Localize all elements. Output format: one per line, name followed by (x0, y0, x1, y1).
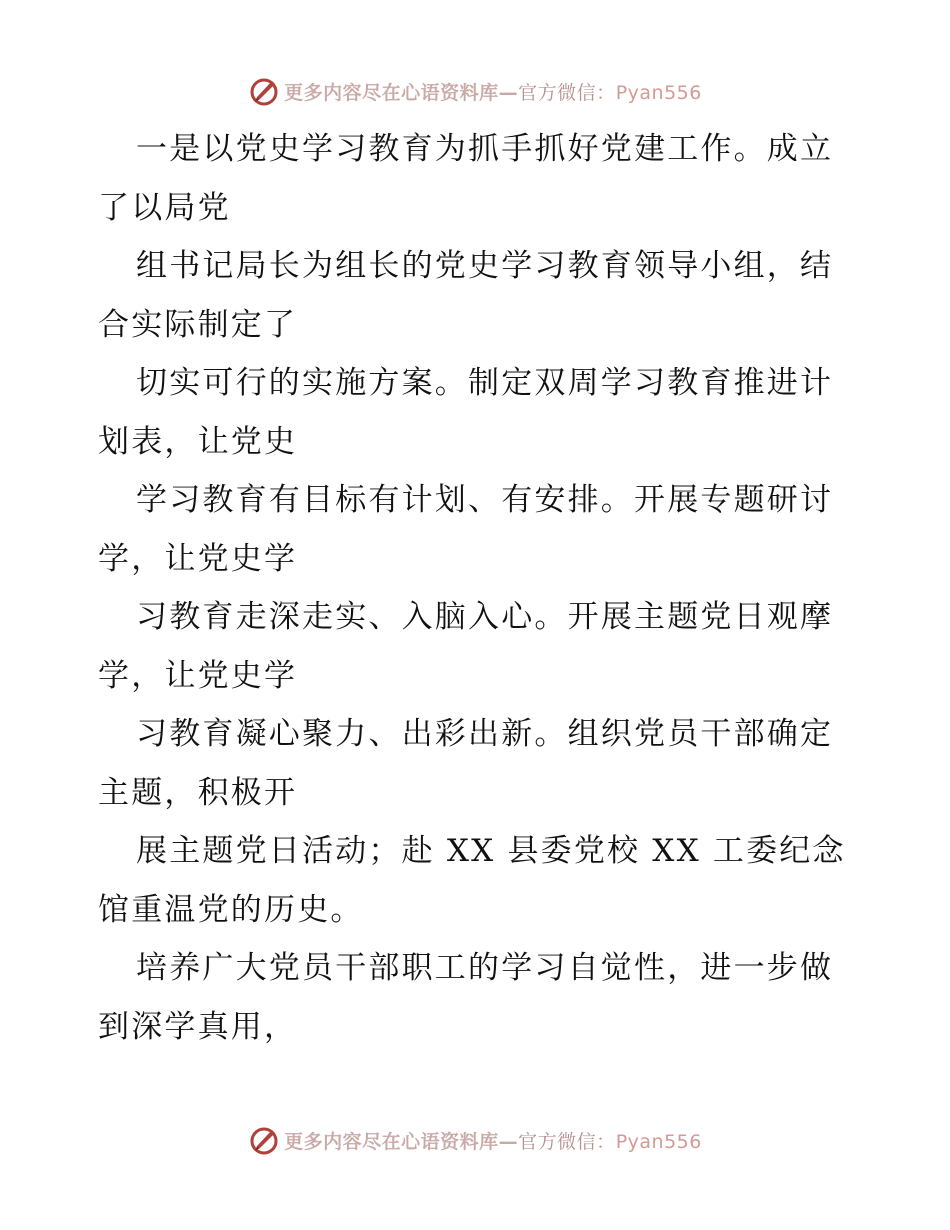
text-line: 馆重温党的历史。 (98, 891, 364, 928)
header-watermark (0, 71, 950, 111)
text-line: 了以局党 (98, 189, 231, 226)
text-line: 培养广大党员干部职工的学习自觉性，进一步做 (136, 950, 834, 986)
text-line: 习教育走深走实、入脑入心。开展主题党日观摩 (136, 599, 834, 635)
text-line: 切实可行的实施方案。制定双周学习教育推进计 (136, 365, 834, 401)
watermark-dash: — (498, 1130, 519, 1153)
text-line: 到深学真用， (98, 1008, 298, 1045)
feather-pen-logo-icon (248, 75, 280, 107)
watermark-account: Pyan556 (615, 1130, 702, 1153)
text-line: 展主题党日活动；赴 XX 县委党校 XX 工委纪念 (136, 833, 846, 869)
watermark-brand: 更多内容尽在心语资料库 (284, 81, 499, 104)
text-line: 学，让党史学 (98, 657, 298, 694)
text-line: 合实际制定了 (98, 306, 298, 343)
watermark-wechat-label: 官方微信： (518, 81, 616, 104)
text-line: 主题，积极开 (98, 774, 298, 811)
document-body (98, 120, 858, 1056)
watermark-text (284, 78, 702, 105)
text-line: 学，让党史学 (98, 540, 298, 577)
watermark-brand: 更多内容尽在心语资料库 (284, 1130, 499, 1153)
watermark-wechat-label: 官方微信： (518, 1130, 616, 1153)
watermark-account: Pyan556 (615, 81, 702, 104)
text-line: 一是以党史学习教育为抓手抓好党建工作。成立 (136, 131, 834, 167)
feather-pen-logo-icon (248, 1124, 280, 1156)
watermark-text (284, 1127, 702, 1154)
footer-watermark (0, 1120, 950, 1160)
text-line: 学习教育有目标有计划、有安排。开展专题研讨 (136, 482, 834, 518)
watermark-dash: — (498, 81, 519, 104)
text-line: 习教育凝心聚力、出彩出新。组织党员干部确定 (136, 716, 834, 752)
text-line: 划表，让党史 (98, 423, 298, 460)
text-line: 组书记局长为组长的党史学习教育领导小组，结 (136, 248, 834, 284)
